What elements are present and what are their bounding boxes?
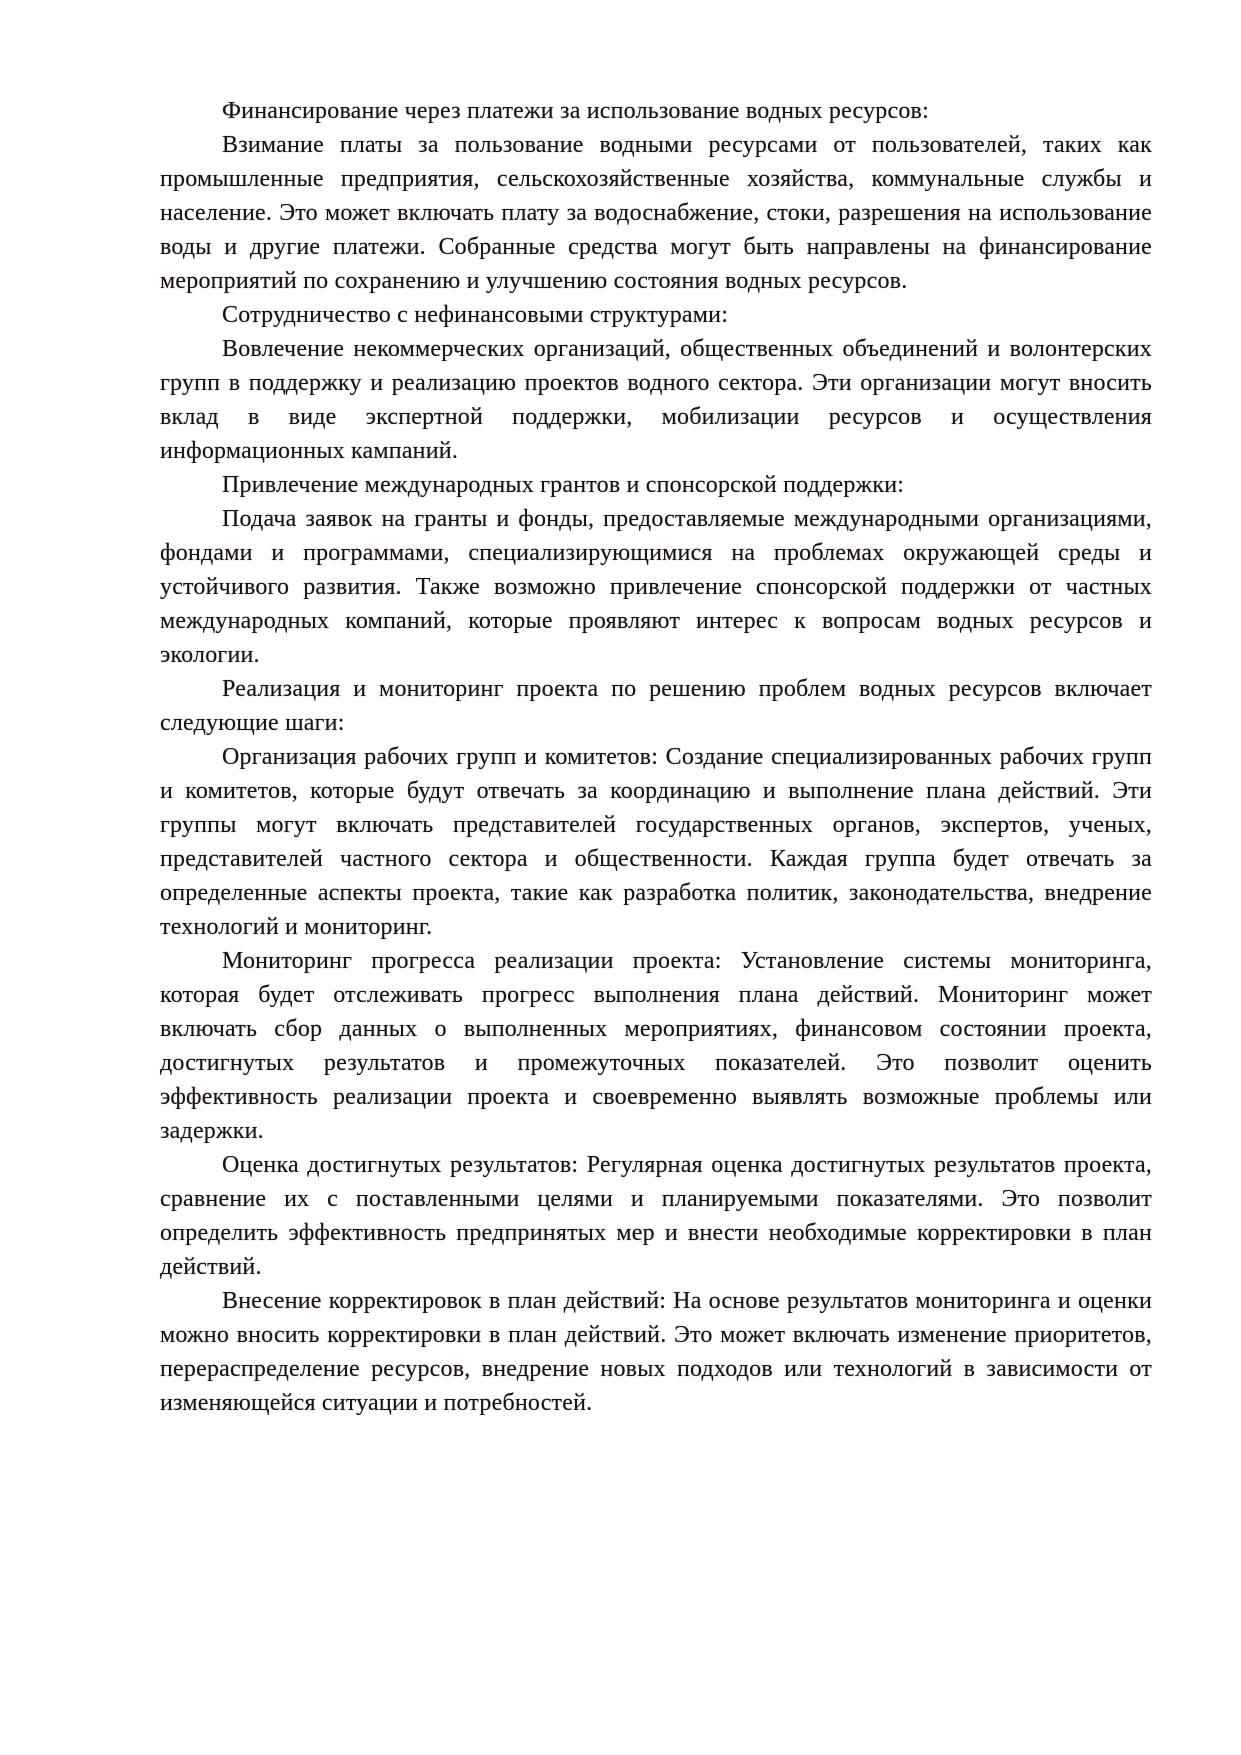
paragraph-progress-monitoring: Мониторинг прогресса реализации проекта: Установление системы мониторинга, которая будет отслеживать прогресс выполнения плана действий. Мониторинг может включать сбор данных о выполненных мероприятиях, финансовом состоянии проекта, достигнутых результатов и промежуточных показателей. Это позволит оценить эффективность реализации проекта и своевременно выявлять возможные проблемы или задержки. bbox=[160, 948, 1152, 1144]
paragraph-grants-heading: Привлечение международных грантов и спонсорской поддержки: bbox=[222, 472, 905, 498]
paragraph-financing-heading: Финансирование через платежи за использование водных ресурсов: bbox=[222, 98, 929, 124]
paragraph-results-evaluation: Оценка достигнутых результатов: Регулярная оценка достигнутых результатов проекта, сравнение их с поставленными целями и планируемыми показателями. Это позволит определить эффективность предпринятых мер и внести необходимые корректировки в план действий. bbox=[160, 1152, 1152, 1280]
paragraph-working-groups: Организация рабочих групп и комитетов: Создание специализированных рабочих групп и комитетов, которые будут отвечать за координацию и выполнение плана действий. Эти группы могут включать представителей государственных органов, экспертов, ученых, представителей частного сектора и общественности. Каждая группа будет отвечать за определенные аспекты проекта, такие как разработка политик, законодательства, внедрение технологий и мониторинг. bbox=[160, 744, 1152, 940]
paragraph-implementation-intro: Реализация и мониторинг проекта по решению проблем водных ресурсов включает следующие шаги: bbox=[160, 676, 1152, 736]
paragraph-cooperation-body: Вовлечение некоммерческих организаций, общественных объединений и волонтерских групп в поддержку и реализацию проектов водного сектора. Эти организации могут вносить вклад в виде экспертной поддержки, мобилизации ресурсов и осуществления информационных кампаний. bbox=[160, 336, 1152, 464]
paragraph-plan-adjustments: Внесение корректировок в план действий: На основе результатов мониторинга и оценки можно вносить корректировки в план действий. Это может включать изменение приоритетов, перераспределение ресурсов, внедрение новых подходов или технологий в зависимости от изменяющейся ситуации и потребностей. bbox=[160, 1288, 1152, 1416]
text-block bbox=[160, 94, 1152, 1420]
paragraph-cooperation-heading: Сотрудничество с нефинансовыми структурами: bbox=[222, 302, 729, 328]
paragraph-financing-body: Взимание платы за пользование водными ресурсами от пользователей, таких как промышленные предприятия, сельскохозяйственные хозяйства, коммунальные службы и население. Это может включать плату за водоснабжение, стоки, разрешения на использование воды и другие платежи. Собранные средства могут быть направлены на финансирование мероприятий по сохранению и улучшению состояния водных ресурсов. bbox=[160, 132, 1152, 294]
paragraph-grants-body: Подача заявок на гранты и фонды, предоставляемые международными организациями, фондами и программами, специализирующимися на проблемах окружающей среды и устойчивого развития. Также возможно привлечение спонсорской поддержки от частных международных компаний, которые проявляют интерес к вопросам водных ресурсов и экологии. bbox=[160, 506, 1152, 668]
